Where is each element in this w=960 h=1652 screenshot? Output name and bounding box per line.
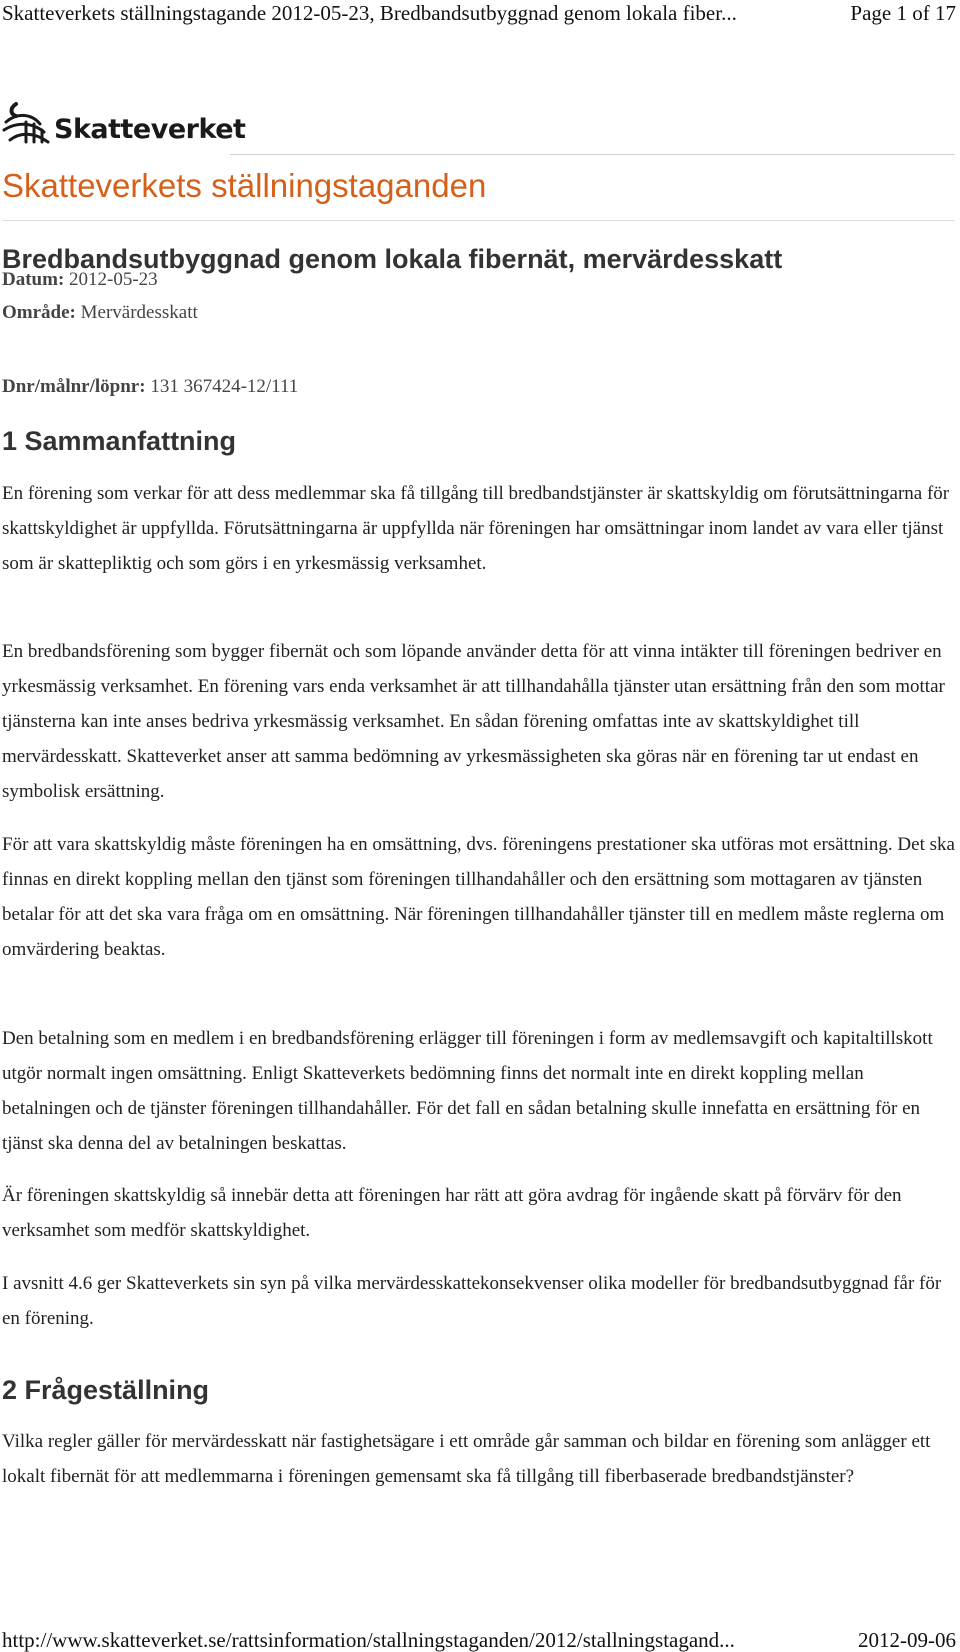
- site-title: Skatteverkets ställningstaganden: [2, 167, 487, 204]
- meta-omrade-value: Mervärdesskatt: [80, 302, 198, 323]
- paragraph: Den betalning som en medlem i en bredbandsförening erlägger till föreningen i form av medlemsavgift och kapitaltillskott utgör normalt ingen omsättning. Enligt Skatteverkets bedömning finns det normalt inte en direkt koppling mellan betalningen och de tjänster föreningen tillhandahåller. För det fall en sådan betalning skulle innefatta en ersättning för en tjänst ska denna del av betalningen beskattas.: [2, 1028, 933, 1154]
- title-divider: [2, 220, 955, 221]
- print-header-title: Skatteverkets ställningstagande 2012-05-23, Bredbandsutbyggnad genom lokala fiber...: [2, 1, 737, 25]
- paragraph: Är föreningen skattskyldig så innebär detta att föreningen har rätt att göra avdrag för ingående skatt på förvärv för den verksamhet som medför skattskyldighet.: [2, 1185, 902, 1241]
- skatteverket-logo-icon: [2, 100, 50, 144]
- print-header: [2, 0, 956, 26]
- paragraph: För att vara skattskyldig måste föreningen ha en omsättning, dvs. föreningens prestationer ska utföras mot ersättning. Det ska finnas en direkt koppling mellan den tjänst som föreningen tillhandahåller och den ersättning som mottagaren av tjänsten betalar för att det ska vara fråga om en omsättning. När föreningen tillhandahåller tjänster till en medlem måste reglerna om omvärdering beaktas.: [2, 834, 955, 960]
- paragraph: I avsnitt 4.6 ger Skatteverkets sin syn på vilka mervärdesskattekonsekvenser olika modeller för bredbandsutbyggnad får för en förening.: [2, 1273, 942, 1329]
- logo-divider: [230, 154, 955, 155]
- paragraph: Vilka regler gäller för mervärdesskatt när fastighetsägare i ett område går samman och bildar en förening som anlägger ett lokalt fibernät för att medlemmarna i föreningen gemensamt ska få tillgång till fiberbaserade bredbandstjänster?: [2, 1431, 931, 1487]
- print-header-page: Page 1 of 17: [850, 1, 956, 25]
- meta-dnr: [2, 375, 298, 399]
- document-title: Bredbandsutbyggnad genom lokala fibernät, mervärdesskatt: [2, 244, 783, 274]
- print-footer: [2, 1628, 956, 1652]
- section-heading-fragestallning: 2 Frågeställning: [2, 1375, 210, 1405]
- meta-omrade: [2, 301, 198, 325]
- paragraph: En bredbandsförening som bygger fibernät och som löpande använder detta för att vinna intäkter till föreningen bedriver en yrkesmässig verksamhet. En förening vars enda verksamhet är att tillhandahålla tjänster utan ersättning från den som mottar tjänsterna kan inte anses bedriva yrkesmässig verksamhet. En sådan förening omfattas inte av skattskyldighet till mervärdesskatt. Skatteverket anser att samma bedömning av yrkesmässigheten ska göras när en förening tar ut endast en symbolisk ersättning.: [2, 641, 945, 802]
- logo-text: Skatteverket: [54, 114, 246, 145]
- paragraph: En förening som verkar för att dess medlemmar ska få tillgång till bredbandstjänster är skattskyldig om förutsättningarna för skattskyldighet är uppfyllda. Förutsättningarna är uppfyllda när föreningen har omsättningar inom landet av vara eller tjänst som är skattepliktig och som görs i en yrkesmässig verksamhet.: [2, 483, 950, 574]
- print-footer-date: 2012-09-06: [858, 1628, 956, 1652]
- meta-omrade-label: Område:: [2, 302, 76, 323]
- print-footer-url[interactable]: http://www.skatteverket.se/rattsinformation/stallningstaganden/2012/stallningstagand...: [2, 1628, 735, 1652]
- meta-datum-label: Datum:: [2, 269, 65, 290]
- meta-dnr-label: Dnr/målnr/löpnr:: [2, 376, 146, 397]
- skatteverket-logo[interactable]: [2, 100, 246, 146]
- meta-datum-value: 2012-05-23: [69, 269, 158, 290]
- section-heading-sammanfattning: 1 Sammanfattning: [2, 426, 237, 456]
- meta-datum: [2, 268, 158, 292]
- meta-dnr-value: 131 367424-12/111: [150, 376, 299, 397]
